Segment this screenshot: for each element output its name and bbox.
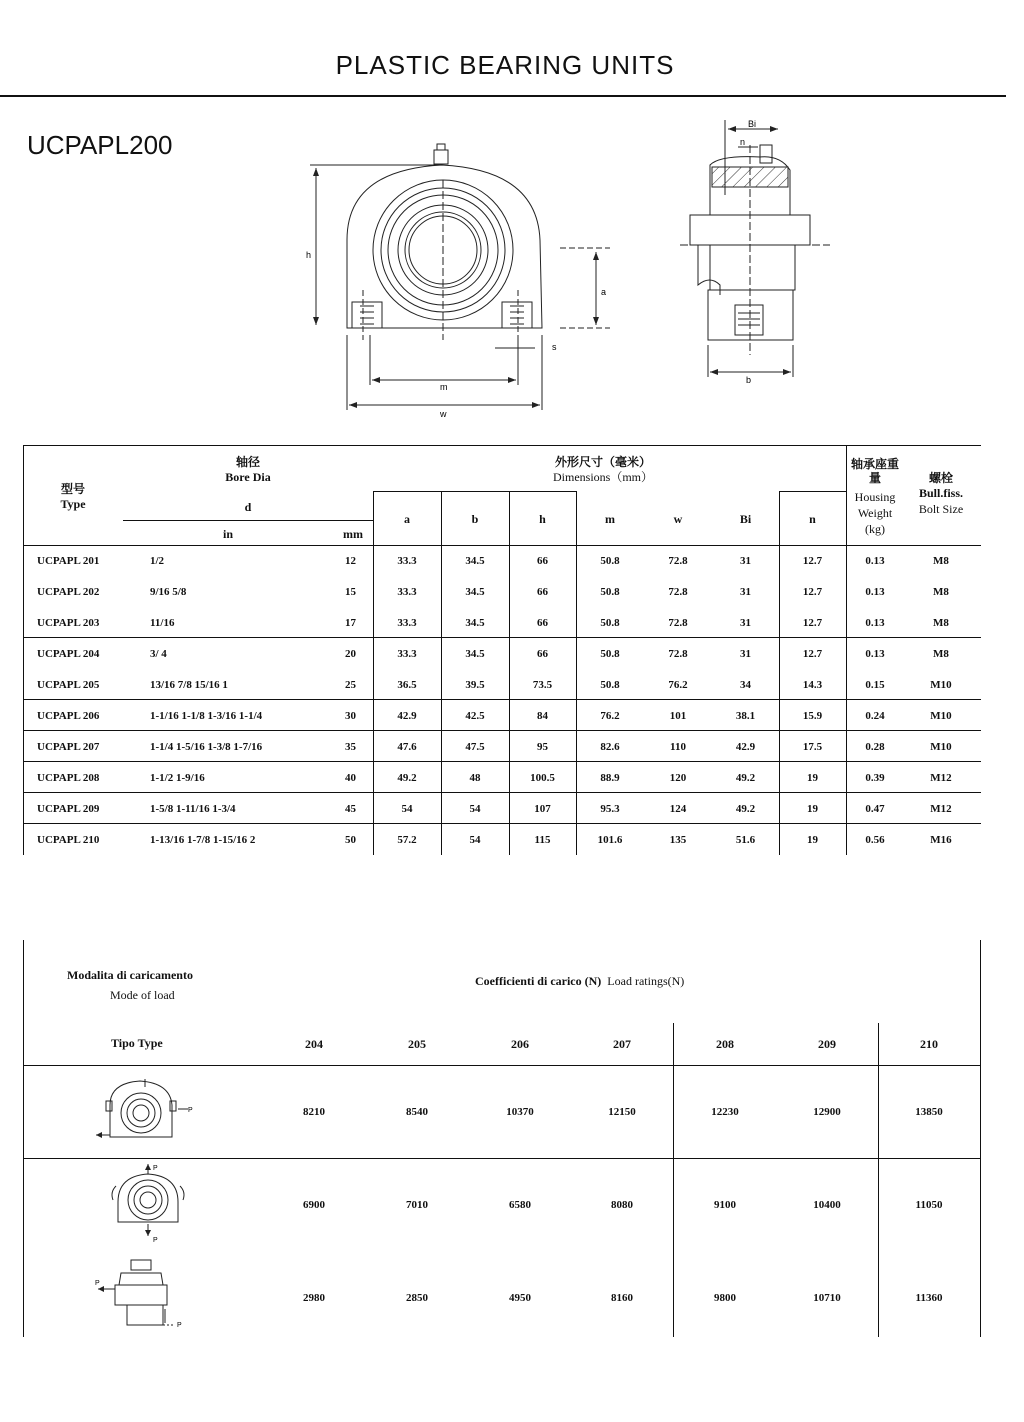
- cell-bi: 31: [740, 617, 751, 629]
- cell-h: 66: [537, 586, 548, 598]
- cell-bolt: M10: [930, 710, 952, 722]
- cell-n: 14.3: [802, 679, 823, 691]
- table-row: [23, 701, 981, 732]
- cell-bi: 42.9: [735, 741, 756, 753]
- cell-mm: 30: [345, 710, 356, 722]
- cell-in: 1-1/2 1-9/16: [150, 772, 205, 784]
- table-row: [23, 732, 981, 763]
- cell-weight: 0.13: [865, 617, 885, 629]
- load-value: 6580: [509, 1199, 531, 1211]
- cell-bi: 49.2: [735, 803, 756, 815]
- load-value: 7010: [406, 1199, 428, 1211]
- cell-n: 12.7: [802, 555, 823, 567]
- cell-in: 1-13/16 1-7/8 1-15/16 2: [150, 834, 256, 846]
- load-icon-horizontal: [88, 1075, 198, 1145]
- table-row: [23, 577, 981, 608]
- cell-weight: 0.56: [865, 834, 885, 846]
- cell-weight: 0.13: [865, 586, 885, 598]
- hdr-type-en: Type: [60, 497, 86, 511]
- cell-w: 124: [669, 803, 687, 815]
- cell-weight: 0.39: [865, 772, 885, 784]
- cell-a: 33.3: [397, 555, 417, 567]
- cell-bi: 38.1: [735, 710, 756, 722]
- cell-n: 19: [807, 834, 818, 846]
- cell-weight: 0.47: [865, 803, 885, 815]
- load-value: 2850: [406, 1292, 428, 1304]
- cell-h: 107: [534, 803, 551, 815]
- cell-mm: 20: [345, 648, 356, 660]
- size-header: 210: [920, 1037, 938, 1051]
- load-value: 6900: [303, 1199, 325, 1211]
- table-row: [23, 825, 981, 856]
- cell-b: 54: [469, 834, 481, 846]
- load-mode-it: Modalita di caricamento: [67, 968, 193, 982]
- cell-mm: 40: [345, 772, 356, 784]
- model-title: UCPAPL200: [27, 130, 173, 160]
- hdr-bolt-cn: 螺栓: [928, 471, 953, 485]
- hdr-dims-cn: 外形尺寸（毫米）: [554, 455, 651, 469]
- cell-in: 9/16 5/8: [150, 586, 187, 598]
- title-divider: [0, 95, 1006, 97]
- load-value: 12900: [813, 1106, 841, 1118]
- cell-mm: 12: [345, 555, 356, 567]
- hdr-bore-in: in: [222, 527, 233, 541]
- load-value: 10370: [506, 1106, 534, 1118]
- load-value: 8210: [303, 1106, 325, 1118]
- table-row: [23, 546, 981, 577]
- cell-n: 19: [807, 772, 818, 784]
- cell-bi: 31: [740, 648, 751, 660]
- load-value: 10400: [813, 1199, 841, 1211]
- cell-h: 66: [537, 648, 548, 660]
- load-value: 8160: [611, 1292, 633, 1304]
- cell-in: 1-1/16 1-1/8 1-3/16 1-1/4: [150, 710, 263, 722]
- cell-weight: 0.24: [865, 710, 885, 722]
- cell-bi: 31: [740, 555, 751, 567]
- label-bi: Bi: [748, 119, 757, 129]
- cell-type: UCPAPL 207: [37, 741, 100, 753]
- load-value: 10710: [813, 1292, 841, 1304]
- load-value: 9100: [714, 1199, 736, 1211]
- load-p-3a: P: [95, 1280, 100, 1287]
- cell-h: 84: [537, 710, 548, 722]
- load-mode-en: Mode of load: [110, 988, 175, 1002]
- cell-n: 15.9: [802, 710, 823, 722]
- cell-n: 19: [807, 803, 818, 815]
- cell-a: 57.2: [397, 834, 417, 846]
- cell-m: 50.8: [600, 679, 620, 691]
- load-p-1: P: [188, 1107, 193, 1114]
- load-value: 2980: [303, 1292, 325, 1304]
- cell-m: 50.8: [600, 648, 620, 660]
- size-header: 206: [511, 1037, 529, 1051]
- load-icon-axial: [93, 1255, 193, 1330]
- hdr-bore-mm: mm: [343, 527, 363, 541]
- cell-bi: 34: [740, 679, 751, 691]
- cell-type: UCPAPL 210: [37, 834, 100, 846]
- hdr-weight-en: Housing Weight (kg): [854, 490, 896, 536]
- cell-m: 101.6: [597, 834, 623, 846]
- label-n: n: [740, 137, 746, 147]
- load-value: 11050: [915, 1199, 943, 1211]
- cell-b: 39.5: [465, 679, 485, 691]
- hdr-col-bi: Bi: [739, 512, 752, 526]
- cell-bolt: M8: [933, 648, 949, 660]
- cell-w: 110: [670, 741, 686, 753]
- cell-bolt: M8: [933, 586, 949, 598]
- cell-b: 47.5: [465, 741, 485, 753]
- cell-type: UCPAPL 209: [37, 803, 100, 815]
- cell-mm: 50: [345, 834, 356, 846]
- front-view-drawing: [290, 140, 610, 425]
- cell-type: UCPAPL 201: [37, 555, 100, 567]
- load-value: 11360: [915, 1292, 943, 1304]
- cell-n: 12.7: [802, 648, 823, 660]
- label-a: a: [601, 287, 607, 297]
- hdr-col-h: h: [539, 512, 546, 526]
- cell-type: UCPAPL 204: [37, 648, 100, 660]
- hdr-dims-en: Dimensions（mm）: [552, 470, 653, 484]
- hdr-col-n: n: [809, 512, 816, 526]
- cell-w: 72.8: [668, 648, 688, 660]
- load-coef-it: Coefficienti di carico (N): [475, 974, 602, 988]
- cell-in: 11/16: [150, 617, 175, 629]
- load-value: 9800: [714, 1292, 736, 1304]
- cell-n: 17.5: [802, 741, 823, 753]
- hdr-col-b: b: [471, 512, 479, 526]
- load-tipo: Tipo Type: [111, 1036, 163, 1050]
- cell-h: 66: [537, 555, 548, 567]
- cell-type: UCPAPL 206: [37, 710, 100, 722]
- cell-w: 72.8: [668, 555, 688, 567]
- cell-in: 1-1/4 1-5/16 1-3/8 1-7/16: [150, 741, 263, 753]
- cell-w: 72.8: [668, 586, 688, 598]
- hdr-col-w: w: [673, 512, 683, 526]
- label-w: w: [440, 409, 447, 419]
- label-b: b: [746, 375, 752, 385]
- cell-a: 47.6: [397, 741, 417, 753]
- load-value: 4950: [509, 1292, 531, 1304]
- cell-a: 33.3: [397, 648, 417, 660]
- hdr-bore-en: Bore Dia: [225, 470, 271, 484]
- cell-bolt: M12: [930, 803, 952, 815]
- cell-bolt: M8: [933, 555, 949, 567]
- hdr-bore-cn: 轴径: [235, 455, 260, 469]
- label-s: s: [552, 342, 557, 352]
- cell-weight: 0.15: [865, 679, 885, 691]
- cell-bi: 49.2: [735, 772, 756, 784]
- label-h: h: [306, 250, 312, 260]
- cell-m: 50.8: [600, 586, 620, 598]
- table-row: [23, 763, 981, 794]
- cell-w: 72.8: [668, 617, 688, 629]
- cell-in: 1/2: [150, 555, 165, 567]
- cell-a: 49.2: [397, 772, 417, 784]
- cell-w: 101: [669, 710, 687, 722]
- cell-b: 34.5: [465, 648, 485, 660]
- cell-bi: 31: [740, 586, 751, 598]
- cell-h: 115: [534, 834, 551, 846]
- cell-mm: 35: [345, 741, 356, 753]
- cell-type: UCPAPL 208: [37, 772, 100, 784]
- cell-type: UCPAPL 205: [37, 679, 100, 691]
- load-value: 12150: [608, 1106, 636, 1118]
- cell-w: 135: [669, 834, 687, 846]
- cell-bolt: M10: [930, 741, 952, 753]
- cell-a: 33.3: [397, 586, 417, 598]
- cell-m: 82.6: [600, 741, 620, 753]
- cell-bi: 51.6: [735, 834, 756, 846]
- load-coef: [475, 974, 684, 989]
- cell-m: 50.8: [600, 555, 620, 567]
- cell-m: 95.3: [600, 803, 620, 815]
- load-p-3b: P: [177, 1322, 182, 1329]
- cell-a: 36.5: [397, 679, 417, 691]
- cell-b: 34.5: [465, 617, 485, 629]
- size-header: 208: [716, 1037, 734, 1051]
- table-row: [23, 608, 981, 639]
- table-row: [23, 639, 981, 670]
- cell-bolt: M8: [933, 617, 949, 629]
- cell-h: 100.5: [530, 772, 555, 784]
- cell-mm: 25: [345, 679, 356, 691]
- hdr-bore-d: d: [244, 500, 252, 514]
- size-header: 207: [613, 1037, 631, 1051]
- hdr-bolt-it: Bull.fiss.: [918, 486, 963, 500]
- table-row: [23, 794, 981, 825]
- size-header: 204: [305, 1037, 323, 1051]
- size-header: 205: [408, 1037, 426, 1051]
- load-value: 13850: [915, 1106, 943, 1118]
- cell-a: 42.9: [397, 710, 417, 722]
- cell-m: 50.8: [600, 617, 620, 629]
- cell-b: 54: [469, 803, 481, 815]
- cell-type: UCPAPL 202: [37, 586, 100, 598]
- cell-bolt: M10: [930, 679, 952, 691]
- cell-b: 42.5: [465, 710, 485, 722]
- cell-n: 12.7: [802, 617, 823, 629]
- cell-bolt: M16: [930, 834, 952, 846]
- cell-weight: 0.13: [865, 648, 885, 660]
- cell-bolt: M12: [930, 772, 952, 784]
- cell-b: 34.5: [465, 586, 485, 598]
- load-icon-vertical: [108, 1162, 198, 1247]
- label-m: m: [440, 382, 448, 392]
- cell-a: 54: [401, 803, 413, 815]
- hdr-bolt-en: Bolt Size: [918, 502, 964, 516]
- cell-in: 1-5/8 1-11/16 1-3/4: [150, 803, 236, 815]
- load-value: 12230: [711, 1106, 739, 1118]
- cell-mm: 17: [345, 617, 356, 629]
- cell-n: 12.7: [802, 586, 823, 598]
- cell-w: 76.2: [668, 679, 688, 691]
- cell-mm: 15: [345, 586, 356, 598]
- cell-w: 120: [669, 772, 687, 784]
- cell-in: 13/16 7/8 15/16 1: [150, 679, 228, 691]
- cell-b: 34.5: [465, 555, 485, 567]
- table-row: [23, 670, 981, 701]
- cell-weight: 0.28: [865, 741, 885, 753]
- page-title: PLASTIC BEARING UNITS: [335, 50, 675, 80]
- size-header: 209: [818, 1037, 836, 1051]
- hdr-col-m: m: [605, 512, 615, 526]
- load-p-2a: P: [153, 1165, 158, 1172]
- cell-b: 48: [469, 772, 481, 784]
- cell-m: 76.2: [600, 710, 620, 722]
- load-value: 8540: [406, 1106, 428, 1118]
- cell-h: 95: [537, 741, 548, 753]
- cell-a: 33.3: [397, 617, 417, 629]
- cell-h: 66: [537, 617, 548, 629]
- cell-weight: 0.13: [865, 555, 885, 567]
- load-p-2b: P: [153, 1237, 158, 1244]
- cell-h: 73.5: [532, 679, 553, 691]
- cell-mm: 45: [345, 803, 356, 815]
- hdr-type-cn: 型号: [60, 482, 85, 496]
- side-view-drawing: [680, 115, 830, 390]
- load-value: 8080: [611, 1199, 633, 1211]
- cell-in: 3/ 4: [150, 648, 167, 660]
- hdr-col-a: a: [404, 512, 410, 526]
- cell-m: 88.9: [600, 772, 620, 784]
- load-coef-en: Load ratings(N): [607, 974, 685, 988]
- hdr-weight-cn: 轴承座重量: [850, 457, 899, 485]
- cell-type: UCPAPL 203: [37, 617, 100, 629]
